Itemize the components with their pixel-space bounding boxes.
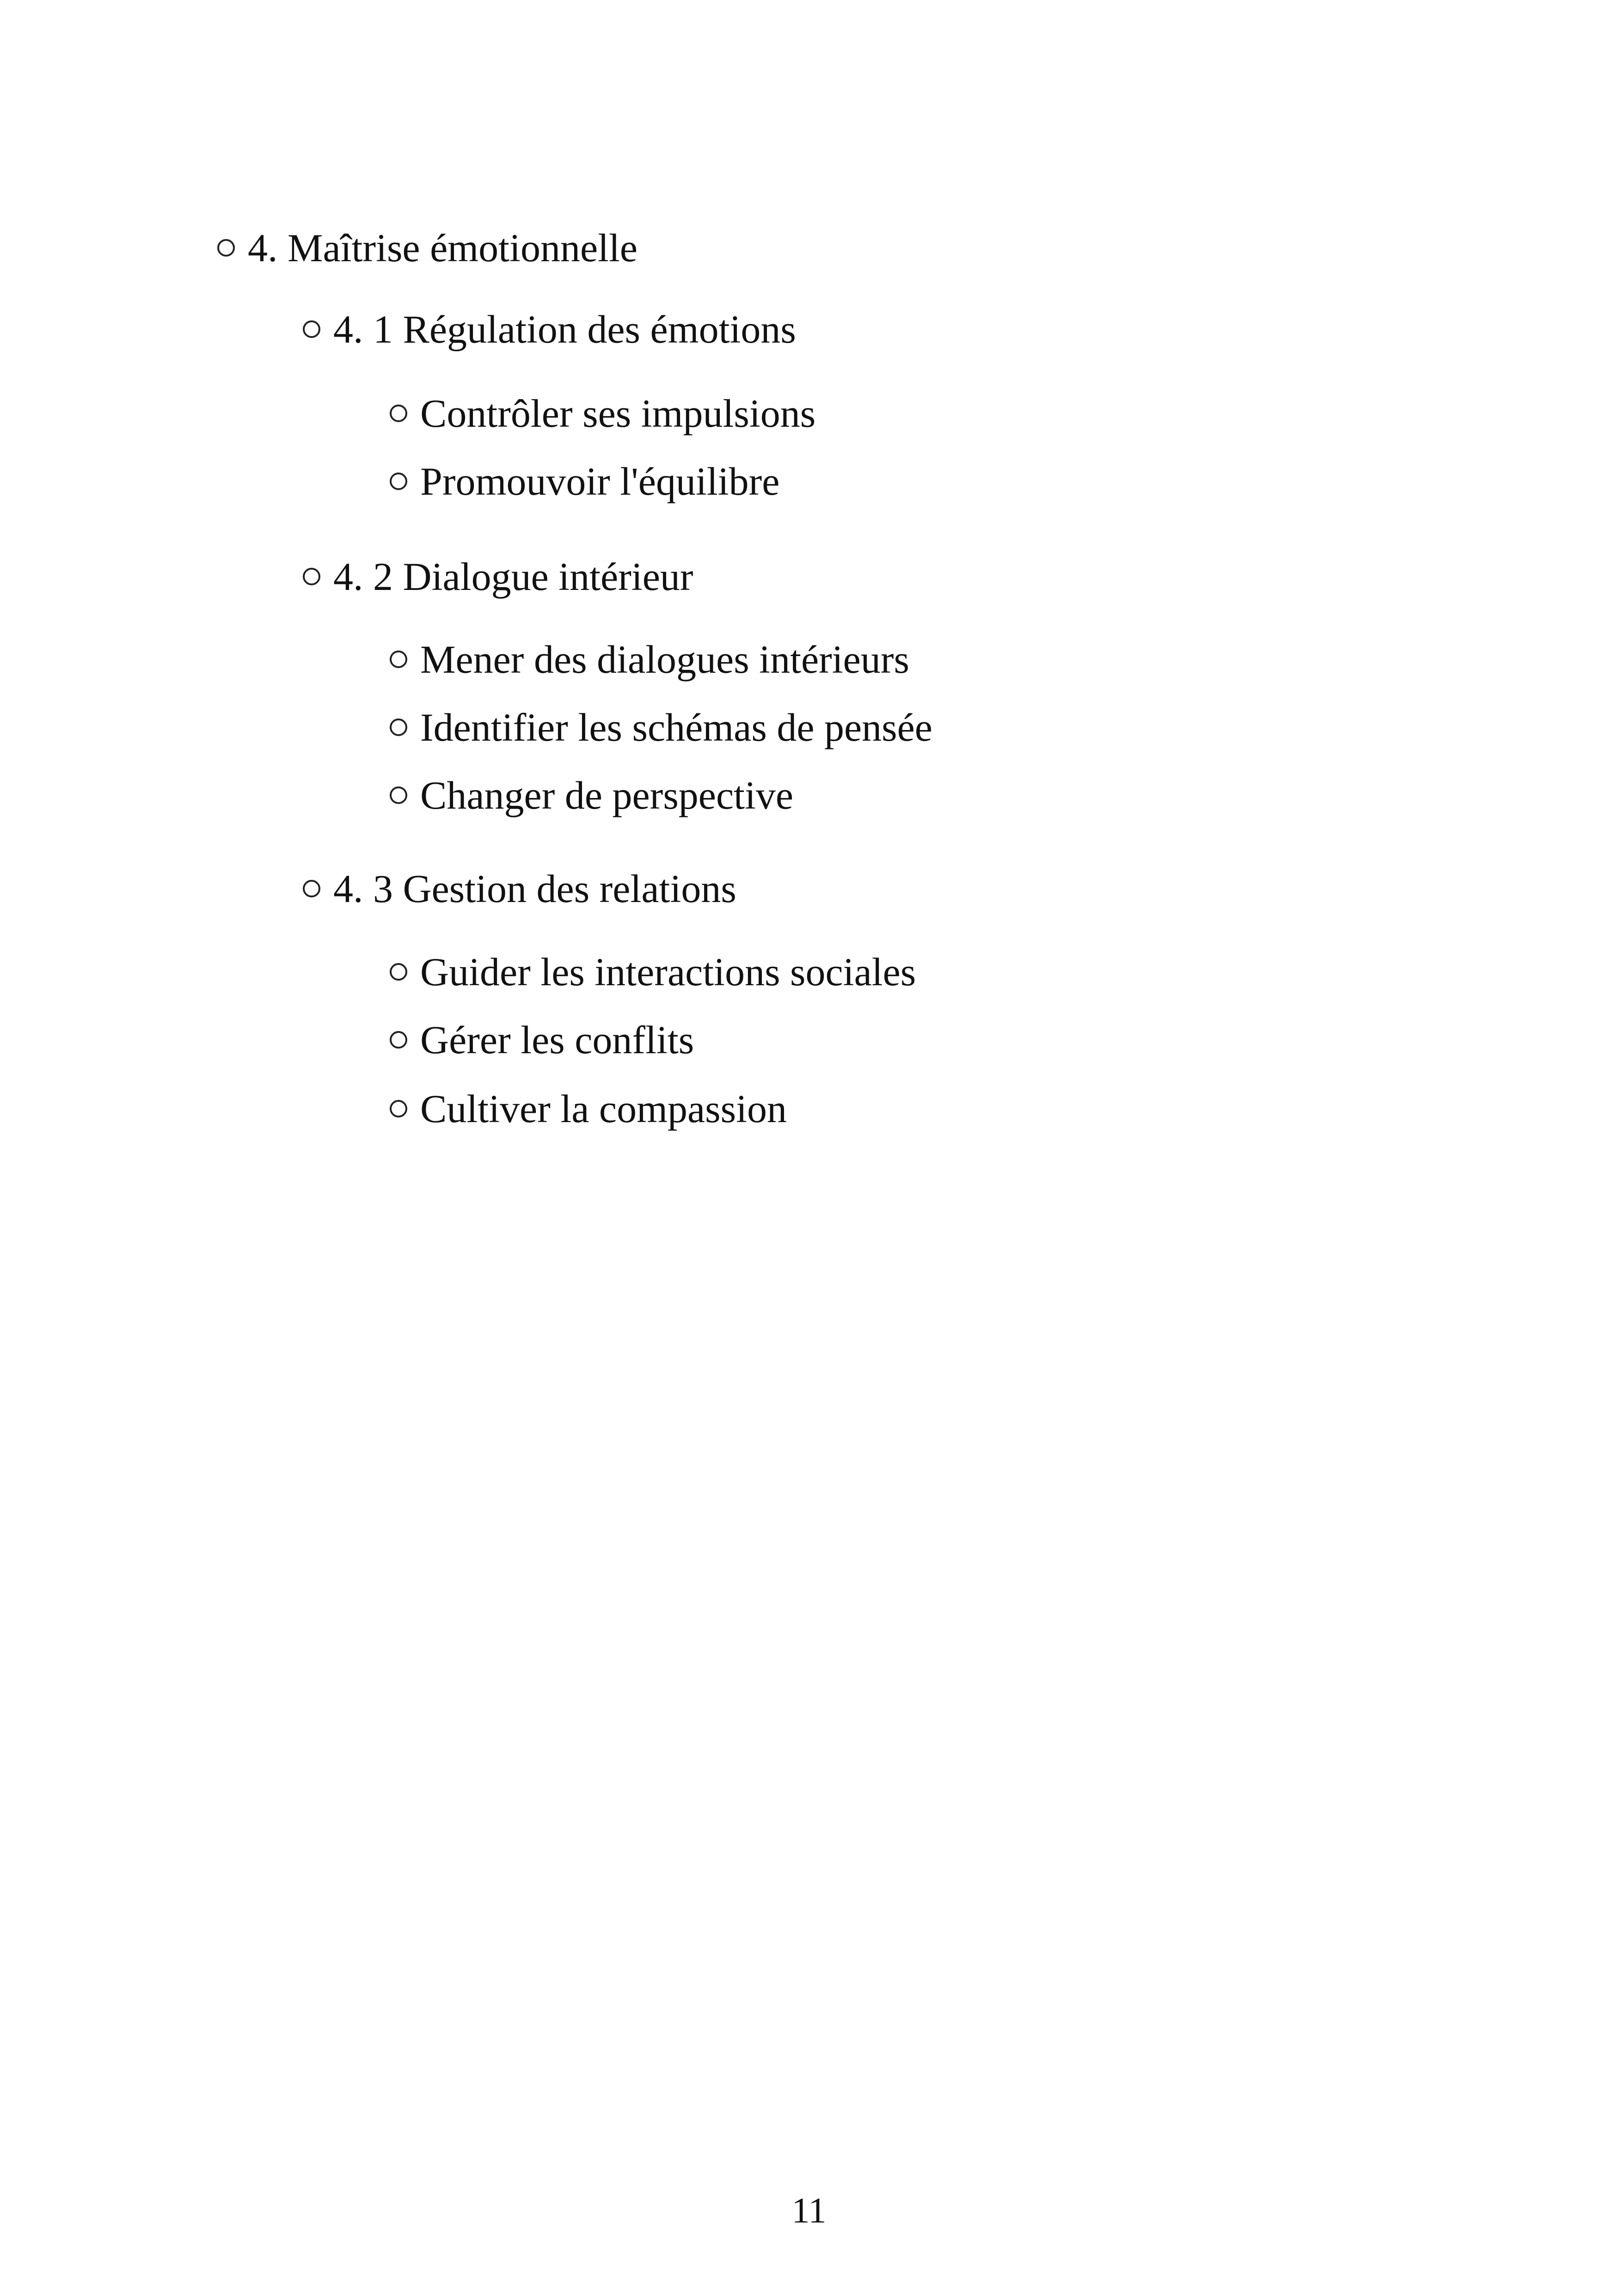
item-label: Changer de perspective [420,773,794,817]
hollow-circle-bullet-icon [390,405,407,422]
hollow-circle-bullet-icon [390,963,407,981]
item-label: Promouvoir l'équilibre [420,459,780,503]
item-label: Guider les interactions sociales [420,950,916,994]
outline-item [390,1089,787,1129]
outline-item [390,775,793,815]
item-label: Contrôler ses impulsions [420,391,816,436]
outline-subsection [303,554,693,599]
hollow-circle-bullet-icon [390,718,407,736]
outline-section [217,228,637,268]
outline-item [390,461,779,501]
hollow-circle-bullet-icon [303,568,320,585]
hollow-circle-bullet-icon [390,651,407,668]
hollow-circle-bullet-icon [303,880,320,897]
outline-item [390,1020,694,1060]
item-label: Gérer les conflits [420,1018,694,1062]
subsection-title: 4. 1 Régulation des émotions [333,307,796,351]
subsection-title: 4. 3 Gestion des relations [333,866,736,911]
outline-item [390,639,909,679]
item-label: Mener des dialogues intérieurs [420,637,909,681]
item-label: Identifier les schémas de pensée [420,705,932,749]
section-title: 4. Maîtrise émotionnelle [248,226,638,270]
subsection-title: 4. 2 Dialogue intérieur [333,554,693,599]
outline-item [390,952,916,992]
item-label: Cultiver la compassion [420,1087,787,1131]
hollow-circle-bullet-icon [303,320,320,338]
page-number: 11 [791,2190,827,2230]
hollow-circle-bullet-icon [390,786,407,804]
outline-subsection [303,866,736,911]
hollow-circle-bullet-icon [390,1100,407,1117]
hollow-circle-bullet-icon [390,473,407,490]
hollow-circle-bullet-icon [390,1031,407,1049]
outline-item [390,391,816,436]
hollow-circle-bullet-icon [217,239,235,257]
outline-subsection [303,309,796,349]
outline-item [390,707,932,747]
